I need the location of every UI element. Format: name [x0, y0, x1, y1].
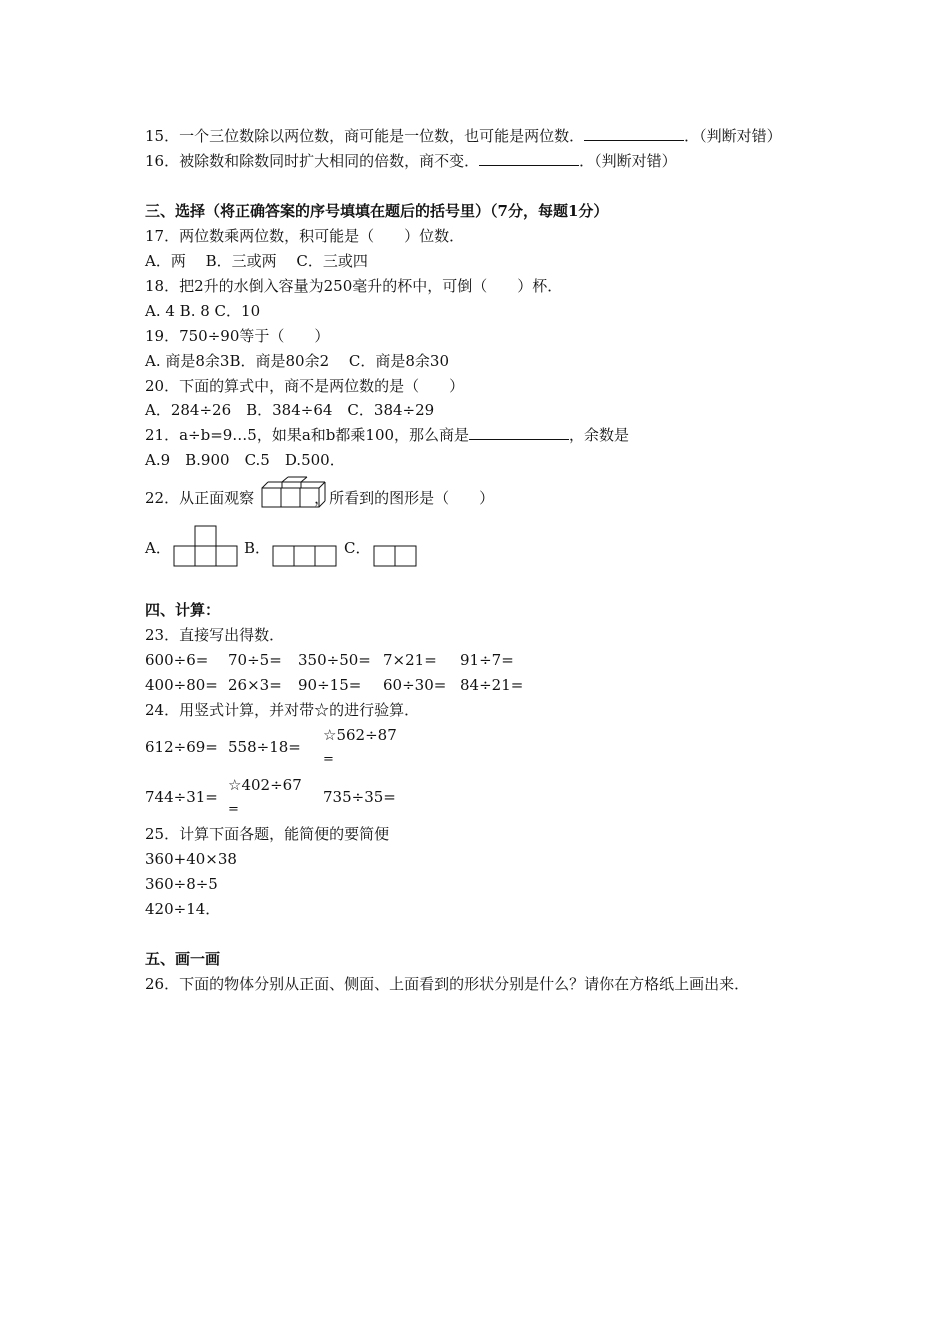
question-21 — [145, 425, 629, 445]
question-21-text: 21．a÷b=9…5，如果a和b都乘100，那么商是 — [145, 426, 470, 444]
calc-23-7: 26×3= — [228, 676, 282, 694]
question-21-options: A.9 B.900 C.5 D.500． — [145, 451, 345, 469]
question-18-options: A. 4 B. 8 C．10 — [145, 302, 261, 320]
question-19: 19．750÷90等于（ ） — [145, 327, 330, 345]
answer-blank-16[interactable] — [479, 151, 579, 166]
answer-blank-15[interactable] — [584, 126, 684, 141]
calc-23-9: 60÷30= — [383, 676, 447, 694]
option-b-label: B． — [244, 539, 271, 557]
solid-figure-icon — [260, 476, 326, 510]
calc-25-3: 420÷14． — [145, 900, 221, 918]
section-4-title: 四、计算： — [145, 601, 221, 619]
question-21-text-b: ，余数是 — [569, 426, 630, 444]
calc-25-2: 360÷8÷5 — [145, 875, 218, 893]
question-17-options: A．两 B．三或两 C．三或四 — [145, 252, 368, 270]
question-15 — [145, 126, 782, 146]
calc-25-1: 360+40×38 — [145, 850, 237, 868]
calc-24-3-equals: = — [323, 752, 334, 767]
question-17: 17．两位数乘两位数，积可能是（ ）位数． — [145, 227, 465, 245]
section-3-title: 三、选择（将正确答案的序号填填在题后的括号里）（7分，每题1分） — [145, 202, 609, 220]
question-25: 25．计算下面各题，能简便的要简便 — [145, 825, 390, 843]
question-18: 18．把2升的水倒入容量为250毫升的杯中，可倒（ ）杯． — [145, 277, 563, 295]
question-23: 23．直接写出得数． — [145, 626, 285, 644]
calc-23-3: 350÷50= — [298, 651, 371, 669]
calc-24-6: 735÷35= — [323, 788, 396, 806]
question-16-suffix: ．（判断对错） — [579, 152, 677, 170]
section-5-title: 五、画一画 — [145, 950, 221, 968]
question-22-text: 22．从正面观察 — [145, 489, 255, 507]
calc-23-5: 91÷7= — [460, 651, 514, 669]
question-15-text: 15．一个三位数除以两位数，商可能是一位数，也可能是两位数． — [145, 127, 585, 145]
option-c-label: C． — [344, 539, 371, 557]
question-24: 24．用竖式计算，并对带☆的进行验算． — [145, 701, 420, 719]
option-a-label: A． — [145, 539, 171, 557]
question-19-options: A. 商是8余3B．商是80余2 C．商是8余30 — [145, 352, 449, 370]
calc-23-10: 84÷21= — [460, 676, 524, 694]
calc-24-3: ☆562÷87 — [323, 726, 397, 744]
option-b-figure[interactable] — [272, 544, 338, 568]
calc-24-1: 612÷69= — [145, 738, 218, 756]
calc-24-4: 744÷31= — [145, 788, 218, 806]
calc-24-2: 558÷18= — [228, 738, 301, 756]
question-16 — [145, 151, 677, 171]
calc-24-5-equals: = — [228, 802, 239, 817]
calc-23-8: 90÷15= — [298, 676, 362, 694]
question-15-suffix: ．（判断对错） — [684, 127, 782, 145]
question-22-text-b: ，所看到的图形是（ ） — [314, 489, 495, 507]
calc-23-1: 600÷6= — [145, 651, 209, 669]
question-26: 26．下面的物体分别从正面、侧面、上面看到的形状分别是什么？请你在方格纸上画出来． — [145, 975, 750, 993]
question-20: 20．下面的算式中，商不是两位数的是（ ） — [145, 377, 465, 395]
calc-23-2: 70÷5= — [228, 651, 282, 669]
calc-23-6: 400÷80= — [145, 676, 218, 694]
calc-24-5: ☆402÷67 — [228, 776, 302, 794]
option-a-figure[interactable] — [173, 524, 239, 568]
question-16-text: 16．被除数和除数同时扩大相同的倍数，商不变． — [145, 152, 480, 170]
answer-blank-21[interactable] — [469, 425, 569, 440]
option-c-figure[interactable] — [373, 544, 418, 568]
calc-23-4: 7×21= — [383, 651, 437, 669]
question-20-options: A．284÷26 B．384÷64 C．384÷29 — [145, 401, 435, 419]
